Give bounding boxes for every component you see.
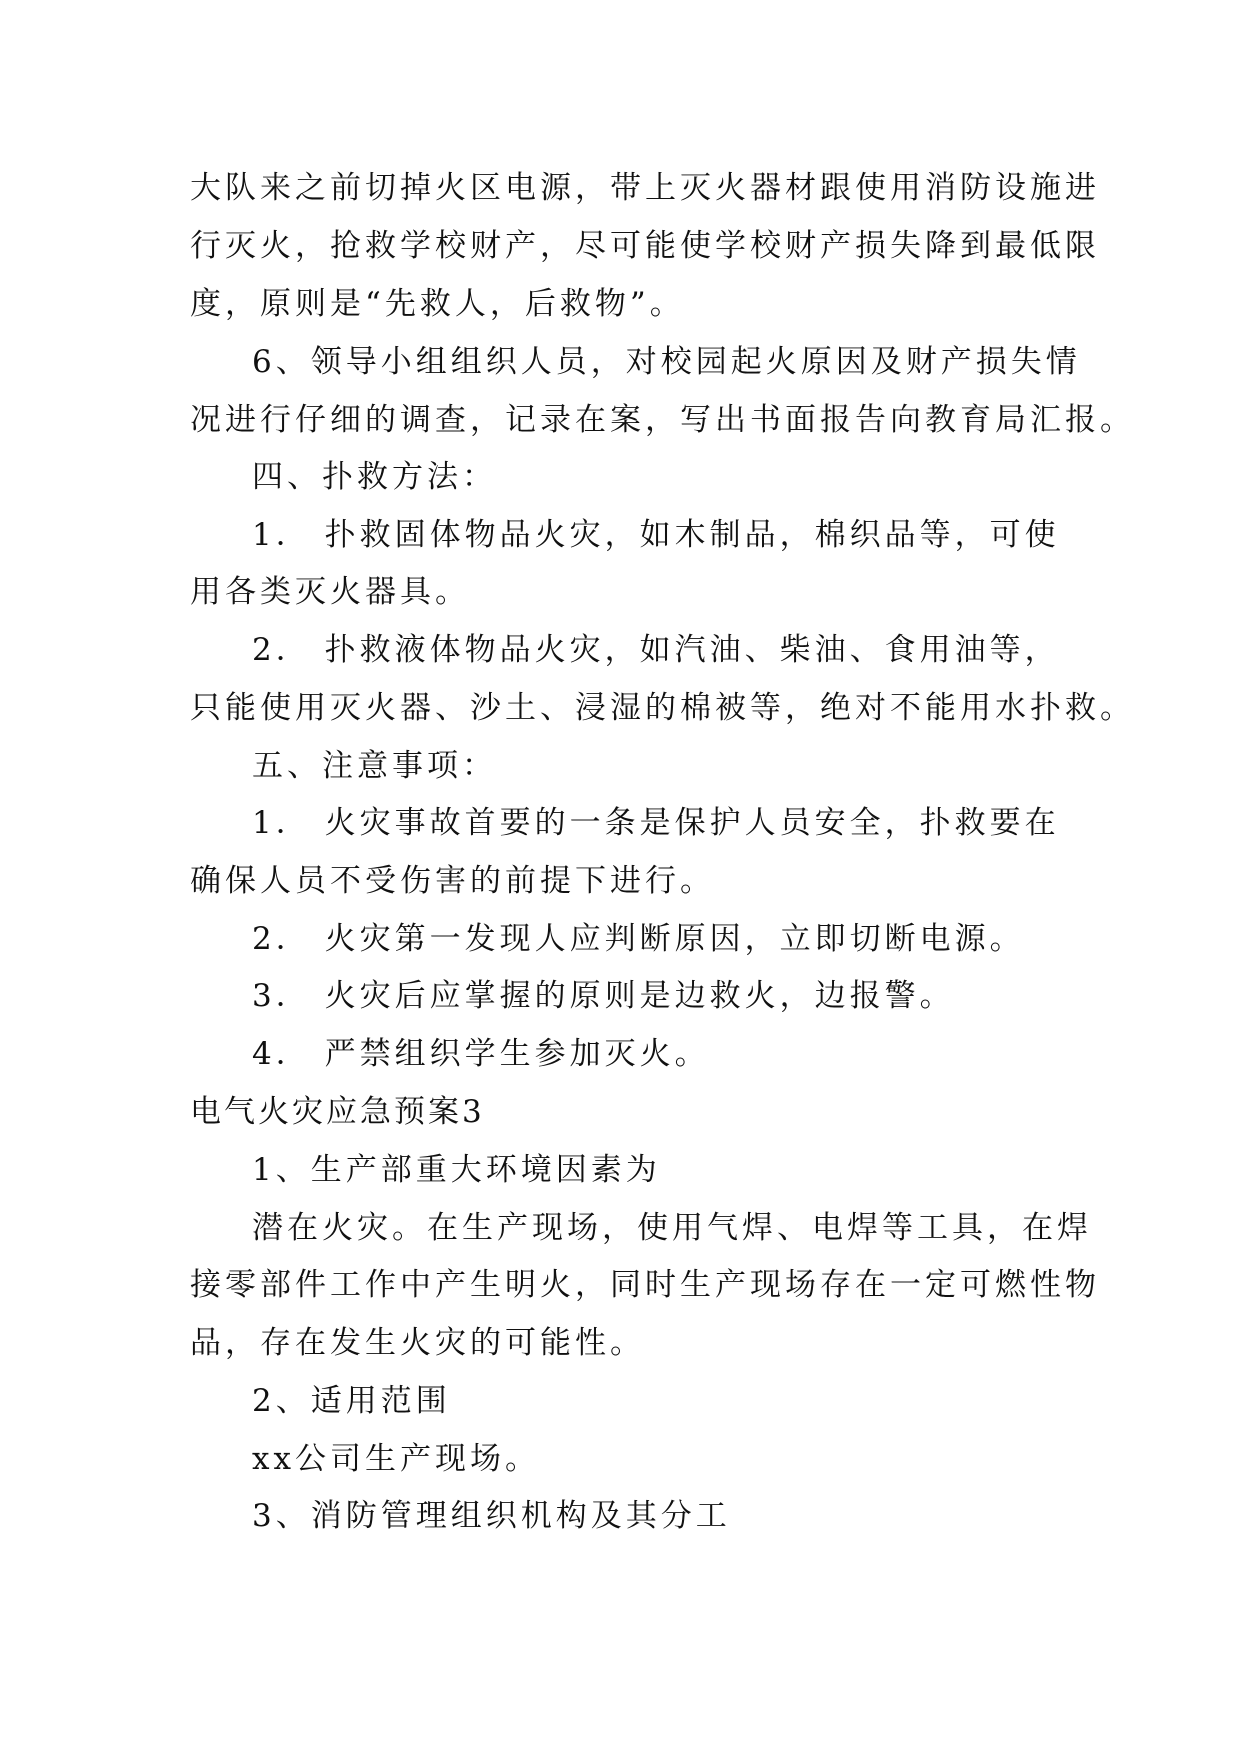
list-item: 1． 火灾事故首要的一条是保护人员安全，扑救要在 (252, 805, 1060, 841)
paragraph-line: 接零部件工作中产生明火，同时生产现场存在一定可燃性物 (190, 1267, 1100, 1303)
list-item: 3． 火灾后应掌握的原则是边救火，边报警。 (252, 978, 955, 1014)
list-item: 2、适用范围 (252, 1383, 451, 1419)
paragraph-line: 潜在火灾。在生产现场，使用气焊、电焊等工具，在焊 (252, 1210, 1092, 1246)
list-item: 2． 火灾第一发现人应判断原因，立即切断电源。 (252, 921, 1025, 957)
paragraph-line: 行灭火，抢救学校财产，尽可能使学校财产损失降到最低限 (190, 228, 1100, 264)
list-item: 1． 扑救固体物品火灾，如木制品，棉织品等，可使 (252, 517, 1060, 553)
section-heading: 四、扑救方法： (252, 459, 497, 495)
paragraph-line: 况进行仔细的调查，记录在案，写出书面报告向教育局汇报。 (190, 402, 1135, 438)
paragraph-line: 品，存在发生火灾的可能性。 (190, 1325, 645, 1361)
paragraph-line: 度，原则是“先救人，后救物”。 (190, 286, 685, 322)
list-item: 2． 扑救液体物品火灾，如汽油、柴油、食用油等， (252, 632, 1060, 668)
section-heading: 五、注意事项： (252, 748, 497, 784)
paragraph-line: 6、领导小组组织人员，对校园起火原因及财产损失情 (252, 344, 1081, 380)
paragraph-line: 用各类灭火器具。 (190, 574, 470, 610)
paragraph-line: 只能使用灭火器、沙土、浸湿的棉被等，绝对不能用水扑救。 (190, 690, 1135, 726)
document-section-title: 电气火灾应急预案3 (190, 1094, 485, 1130)
paragraph-line: 大队来之前切掉火区电源，带上灭火器材跟使用消防设施进 (190, 170, 1100, 206)
list-item: 4． 严禁组织学生参加灭火。 (252, 1036, 710, 1072)
paragraph-line: xx公司生产现场。 (252, 1441, 540, 1477)
list-item: 1、生产部重大环境因素为 (252, 1152, 661, 1188)
list-item: 3、消防管理组织机构及其分工 (252, 1498, 731, 1534)
paragraph-line: 确保人员不受伤害的前提下进行。 (190, 863, 715, 899)
